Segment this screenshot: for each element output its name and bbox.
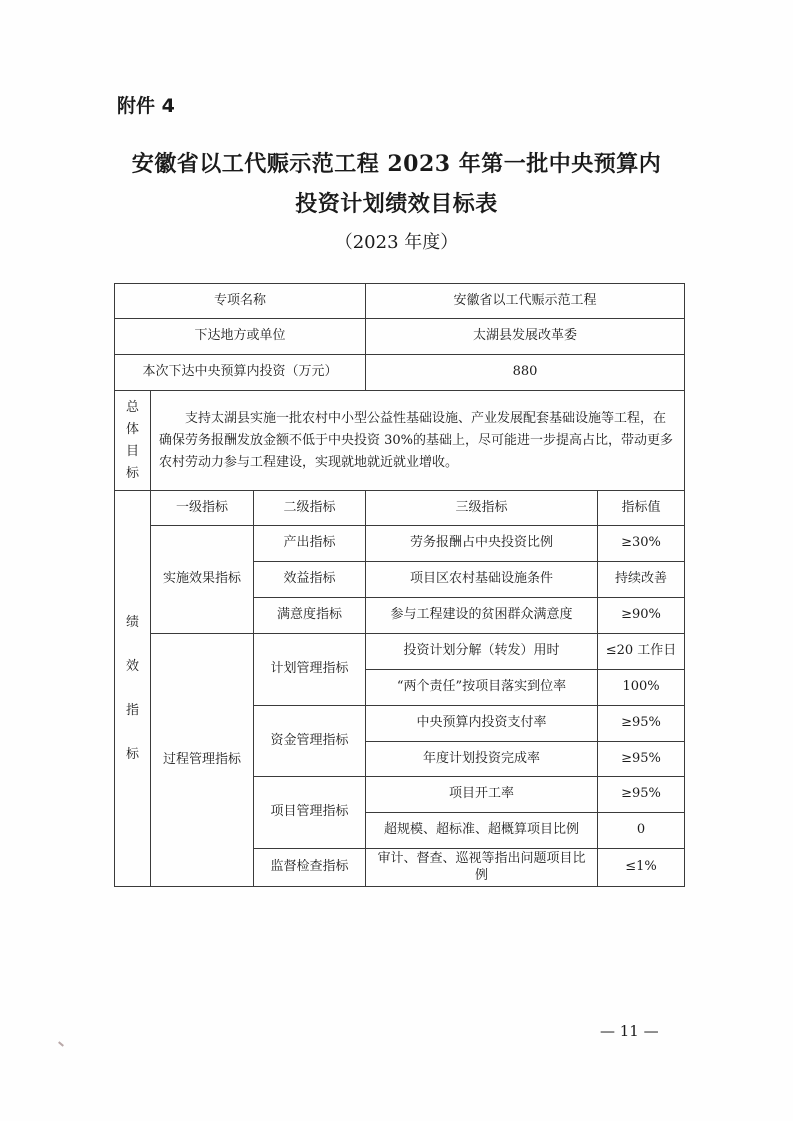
level3-indicator: 项目开工率: [366, 777, 598, 813]
info-row: [115, 355, 685, 391]
level2-indicator: 项目管理指标: [254, 777, 366, 849]
info-label: 下达地方或单位: [115, 319, 366, 355]
document-title-line-1: 安徽省以工代赈示范工程 2023 年第一批中央预算内: [131, 151, 662, 177]
info-value: 安徽省以工代赈示范工程: [366, 284, 685, 319]
level3-indicator: 超规模、超标准、超概算项目比例: [366, 813, 598, 849]
level3-indicator: 劳务报酬占中央投资比例: [366, 526, 598, 562]
goal-row: [115, 391, 685, 491]
level2-indicator: 效益指标: [254, 562, 366, 598]
table-row: [115, 634, 685, 670]
indicator-value: 0: [598, 813, 685, 849]
column-header: 三级指标: [366, 491, 598, 526]
indicator-label-char: 绩: [125, 614, 139, 630]
performance-target-table: [114, 283, 685, 887]
level3-indicator: 投资计划分解（转发）用时: [366, 634, 598, 670]
level2-indicator: 计划管理指标: [254, 634, 366, 706]
level3-indicator: 审计、督查、巡视等指出问题项目比例: [366, 849, 598, 887]
document-title-line-2: 投资计划绩效目标表: [295, 191, 498, 217]
level2-indicator: 资金管理指标: [254, 706, 366, 777]
info-row: [115, 284, 685, 319]
goal-label: [115, 391, 151, 491]
indicator-value: ≥90%: [598, 598, 685, 634]
column-header: 指标值: [598, 491, 685, 526]
indicator-value: 100%: [598, 670, 685, 706]
goal-text: 支持太湖县实施一批农村中小型公益性基础设施、产业发展配套基础设施等工程，在确保劳务报酬发放金额不低于中央投资 30%的基础上，尽可能进一步提高占比，带动更多农村劳动力参与工程建设，实现就地就近就业增收。: [151, 391, 685, 491]
column-header: 一级指标: [151, 491, 254, 526]
indicator-value: ≤20 工作日: [598, 634, 685, 670]
document-subtitle: （2023 年度）: [334, 232, 459, 253]
level1-indicator: 过程管理指标: [151, 634, 254, 887]
indicator-header-row: [115, 491, 685, 526]
goal-label-char: 目: [125, 443, 139, 459]
indicator-label: [115, 491, 151, 887]
level2-indicator: 监督检查指标: [254, 849, 366, 887]
level3-indicator: 中央预算内投资支付率: [366, 706, 598, 742]
indicator-value: ≥95%: [598, 777, 685, 813]
indicator-value: ≥95%: [598, 742, 685, 777]
level3-indicator: 参与工程建设的贫困群众满意度: [366, 598, 598, 634]
indicator-value: ≤1%: [598, 849, 685, 887]
scan-speck: [58, 1041, 64, 1046]
indicator-label-char: 指: [125, 702, 139, 718]
goal-label-char: 体: [125, 421, 139, 437]
info-value: 880: [366, 355, 685, 391]
level3-indicator: “两个责任”按项目落实到位率: [366, 670, 598, 706]
level2-indicator: 产出指标: [254, 526, 366, 562]
info-row: [115, 319, 685, 355]
goal-label-char: 标: [125, 465, 139, 481]
goal-label-char: 总: [125, 399, 139, 415]
indicator-value: 持续改善: [598, 562, 685, 598]
level3-indicator: 项目区农村基础设施条件: [366, 562, 598, 598]
info-label: 本次下达中央预算内投资（万元）: [115, 355, 366, 391]
column-header: 二级指标: [254, 491, 366, 526]
attachment-label: 附件 4: [117, 95, 175, 117]
level3-indicator: 年度计划投资完成率: [366, 742, 598, 777]
indicator-label-char: 标: [125, 746, 139, 762]
table-row: [115, 526, 685, 562]
level2-indicator: 满意度指标: [254, 598, 366, 634]
level1-indicator: 实施效果指标: [151, 526, 254, 634]
indicator-value: ≥95%: [598, 706, 685, 742]
page-number: — 11 —: [600, 1022, 659, 1040]
indicator-value: ≥30%: [598, 526, 685, 562]
info-label: 专项名称: [115, 284, 366, 319]
info-value: 太湖县发展改革委: [366, 319, 685, 355]
indicator-label-char: 效: [125, 658, 139, 674]
